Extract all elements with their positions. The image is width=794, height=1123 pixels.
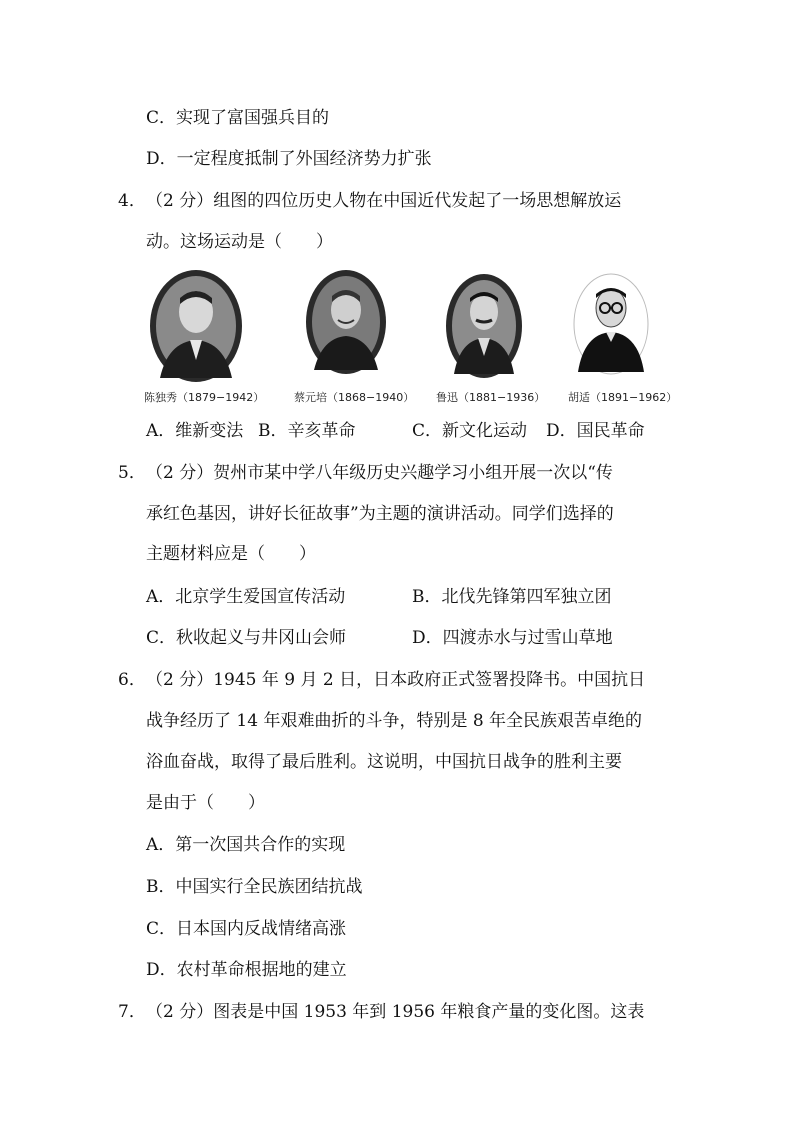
portrait-caption: 陈独秀（1879−1942） — [144, 391, 265, 404]
q6-option-b: B．中国实行全民族团结抗战 — [146, 877, 363, 897]
q6-stem-line2: 战争经历了 14 年艰难曲折的斗争，特别是 8 年全民族艰苦卓绝的 — [146, 711, 643, 731]
q4-option-c: C．新文化运动 — [412, 421, 528, 441]
q4-option-d: D．国民革命 — [546, 421, 645, 441]
question-number: 4． — [118, 191, 146, 211]
question-number: 5． — [118, 463, 146, 483]
q5-option-c: C．秋收起义与井冈山会师 — [146, 628, 347, 648]
q5-stem-line2: 承红色基因，讲好长征故事”为主题的演讲活动。同学们选择的 — [146, 504, 614, 524]
portrait-lu-xun-icon — [444, 272, 524, 380]
q6-stem-line1: （2 分）1945 年 9 月 2 日，日本政府正式签署投降书。中国抗日 — [146, 670, 646, 690]
q7-stem-line1: （2 分）图表是中国 1953 年到 1956 年粮食产量的变化图。这表 — [146, 1002, 645, 1022]
q3-option-d: D．一定程度抵制了外国经济势力扩张 — [146, 149, 432, 169]
q5-stem-line1: （2 分）贺州市某中学八年级历史兴趣学习小组开展一次以“传 — [146, 463, 613, 483]
q5-option-d: D．四渡赤水与过雪山草地 — [412, 628, 613, 648]
q5-option-a: A．北京学生爱国宣传活动 — [146, 587, 346, 607]
q4-option-a: A．维新变法 — [146, 421, 244, 441]
q4-option-b: B．辛亥革命 — [258, 421, 356, 441]
portrait-caption: 鲁迅（1881−1936） — [436, 391, 546, 404]
q5-option-b: B．北伐先锋第四军独立团 — [412, 587, 612, 607]
q6-option-c: C．日本国内反战情绪高涨 — [146, 919, 347, 939]
q3-option-c: C．实现了富国强兵目的 — [146, 108, 330, 128]
q5-stem-line3: 主题材料应是（ ） — [146, 544, 316, 564]
question-number: 6． — [118, 670, 146, 690]
portrait-chen-duxiu-icon — [148, 268, 244, 384]
q6-option-d: D．农村革命根据地的建立 — [146, 960, 347, 980]
q4-stem-line1: （2 分）组图的四位历史人物在中国近代发起了一场思想解放运 — [146, 191, 622, 211]
question-number: 7． — [118, 1002, 146, 1022]
q6-stem-line3: 浴血奋战，取得了最后胜利。这说明，中国抗日战争的胜利主要 — [146, 752, 622, 772]
portrait-hu-shi-icon — [572, 272, 650, 376]
portrait-caption: 蔡元培（1868−1940） — [294, 391, 415, 404]
q6-option-a: A．第一次国共合作的实现 — [146, 835, 346, 855]
q6-stem-line4: 是由于（ ） — [146, 793, 265, 813]
portrait-cai-yuanpei-icon — [304, 268, 388, 376]
q4-stem-line2: 动。这场运动是（ ） — [146, 232, 333, 252]
portrait-caption: 胡适（1891−1962） — [568, 391, 678, 404]
